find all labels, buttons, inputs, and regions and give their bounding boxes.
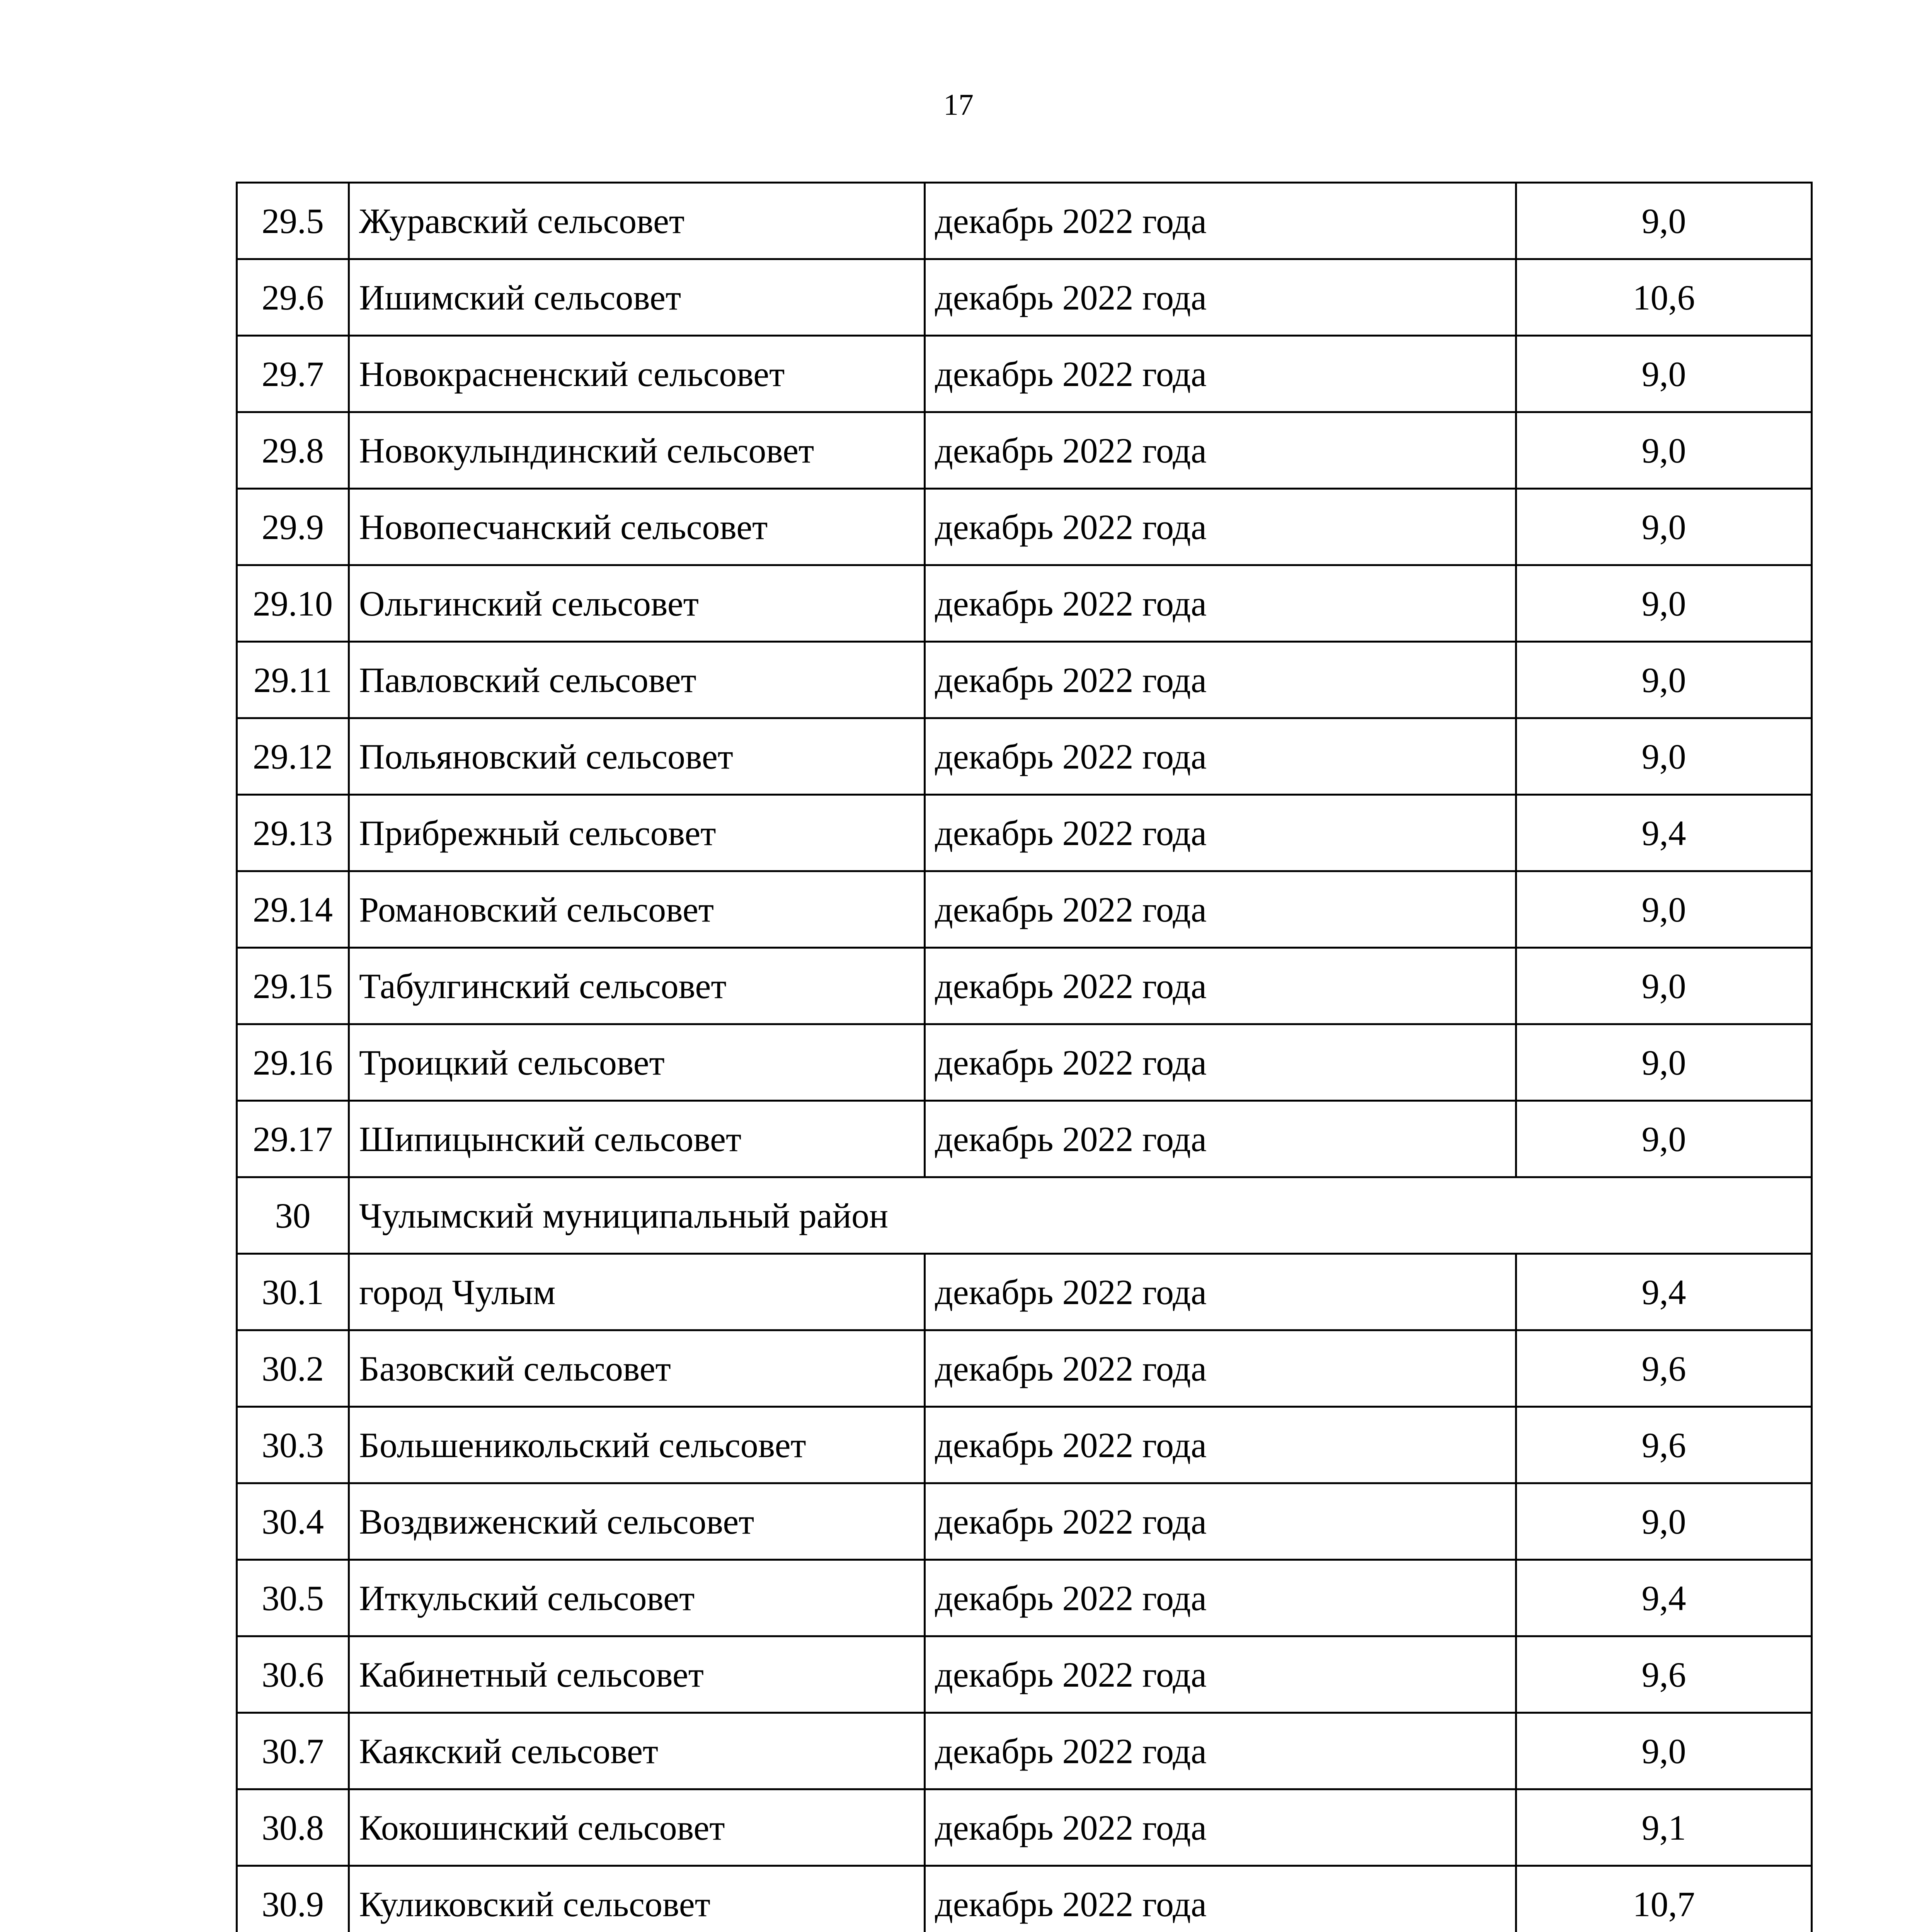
value-cell: 9,0 — [1516, 1483, 1812, 1560]
page-number: 17 — [943, 88, 974, 121]
table-row — [237, 1866, 1812, 1932]
value-cell: 9,0 — [1516, 871, 1812, 948]
table-row — [237, 718, 1812, 795]
value-cell: 9,0 — [1516, 336, 1812, 412]
date-cell: декабрь 2022 года — [925, 948, 1516, 1024]
table-row — [237, 871, 1812, 948]
value-cell: 9,4 — [1516, 1560, 1812, 1636]
settlement-name-cell: Кабинетный сельсовет — [349, 1636, 925, 1713]
date-cell: декабрь 2022 года — [925, 718, 1516, 795]
settlement-name-cell: Большеникольский сельсовет — [349, 1407, 925, 1483]
settlement-name-cell: Табулгинский сельсовет — [349, 948, 925, 1024]
table-body — [237, 183, 1812, 1932]
date-cell: декабрь 2022 года — [925, 795, 1516, 871]
row-number-cell: 29.12 — [237, 718, 349, 795]
table-row — [237, 795, 1812, 871]
value-cell: 9,6 — [1516, 1636, 1812, 1713]
date-cell: декабрь 2022 года — [925, 489, 1516, 565]
table-row — [237, 1254, 1812, 1330]
date-cell: декабрь 2022 года — [925, 1636, 1516, 1713]
table-row — [237, 1789, 1812, 1866]
date-cell: декабрь 2022 года — [925, 642, 1516, 718]
value-cell: 9,0 — [1516, 642, 1812, 718]
settlement-name-cell: Павловский сельсовет — [349, 642, 925, 718]
value-cell: 9,0 — [1516, 1024, 1812, 1101]
settlement-name-cell: Каякский сельсовет — [349, 1713, 925, 1789]
table-row — [237, 1483, 1812, 1560]
table-row — [237, 183, 1812, 259]
value-cell: 9,0 — [1516, 1101, 1812, 1177]
date-cell: декабрь 2022 года — [925, 1713, 1516, 1789]
settlement-name-cell: Куликовский сельсовет — [349, 1866, 925, 1932]
table-row — [237, 1101, 1812, 1177]
row-number-cell: 30.4 — [237, 1483, 349, 1560]
table-row — [237, 1407, 1812, 1483]
date-cell: декабрь 2022 года — [925, 1254, 1516, 1330]
value-cell: 9,1 — [1516, 1789, 1812, 1866]
date-cell: декабрь 2022 года — [925, 1024, 1516, 1101]
table-section-header-row — [237, 1177, 1812, 1254]
table-row — [237, 1024, 1812, 1101]
table-row — [237, 412, 1812, 489]
value-cell: 9,4 — [1516, 1254, 1812, 1330]
settlement-name-cell: Польяновский сельсовет — [349, 718, 925, 795]
row-number-cell: 29.13 — [237, 795, 349, 871]
value-cell: 10,7 — [1516, 1866, 1812, 1932]
value-cell: 9,0 — [1516, 1713, 1812, 1789]
table-row — [237, 1560, 1812, 1636]
row-number-cell: 29.10 — [237, 565, 349, 642]
value-cell: 9,6 — [1516, 1407, 1812, 1483]
row-number-cell: 30.3 — [237, 1407, 349, 1483]
row-number-cell: 29.17 — [237, 1101, 349, 1177]
settlement-name-cell: Шипицынский сельсовет — [349, 1101, 925, 1177]
date-cell: декабрь 2022 года — [925, 412, 1516, 489]
value-cell: 9,0 — [1516, 718, 1812, 795]
settlement-name-cell: Ишимский сельсовет — [349, 259, 925, 336]
row-number-cell: 29.9 — [237, 489, 349, 565]
row-number-cell: 29.14 — [237, 871, 349, 948]
settlement-name-cell: Базовский сельсовет — [349, 1330, 925, 1407]
settlement-name-cell: город Чулым — [349, 1254, 925, 1330]
row-number-cell: 29.7 — [237, 336, 349, 412]
table-row — [237, 642, 1812, 718]
district-name-cell: Чулымский муниципальный район — [349, 1177, 1812, 1254]
value-cell: 9,0 — [1516, 183, 1812, 259]
row-number-cell: 29.8 — [237, 412, 349, 489]
table-row — [237, 1330, 1812, 1407]
date-cell: декабрь 2022 года — [925, 1483, 1516, 1560]
settlement-name-cell: Новокрасненский сельсовет — [349, 336, 925, 412]
table-row — [237, 1636, 1812, 1713]
row-number-cell: 30 — [237, 1177, 349, 1254]
date-cell: декабрь 2022 года — [925, 259, 1516, 336]
date-cell: декабрь 2022 года — [925, 336, 1516, 412]
date-cell: декабрь 2022 года — [925, 1330, 1516, 1407]
settlement-name-cell: Прибрежный сельсовет — [349, 795, 925, 871]
value-cell: 9,6 — [1516, 1330, 1812, 1407]
settlement-name-cell: Новокулындинский сельсовет — [349, 412, 925, 489]
value-cell: 9,0 — [1516, 948, 1812, 1024]
table-row — [237, 565, 1812, 642]
table-row — [237, 948, 1812, 1024]
value-cell: 9,0 — [1516, 412, 1812, 489]
date-cell: декабрь 2022 года — [925, 1789, 1516, 1866]
settlement-name-cell: Воздвиженский сельсовет — [349, 1483, 925, 1560]
row-number-cell: 30.2 — [237, 1330, 349, 1407]
row-number-cell: 30.1 — [237, 1254, 349, 1330]
row-number-cell: 30.8 — [237, 1789, 349, 1866]
settlement-name-cell: Новопесчанский сельсовет — [349, 489, 925, 565]
row-number-cell: 29.5 — [237, 183, 349, 259]
value-cell: 9,0 — [1516, 489, 1812, 565]
date-cell: декабрь 2022 года — [925, 565, 1516, 642]
settlement-name-cell: Ольгинский сельсовет — [349, 565, 925, 642]
row-number-cell: 29.6 — [237, 259, 349, 336]
table-row — [237, 1713, 1812, 1789]
table-row — [237, 336, 1812, 412]
row-number-cell: 29.15 — [237, 948, 349, 1024]
settlement-name-cell: Кокошинский сельсовет — [349, 1789, 925, 1866]
table-row — [237, 489, 1812, 565]
value-cell: 9,0 — [1516, 565, 1812, 642]
date-cell: декабрь 2022 года — [925, 871, 1516, 948]
settlement-name-cell: Журавский сельсовет — [349, 183, 925, 259]
data-table — [236, 182, 1813, 1932]
date-cell: декабрь 2022 года — [925, 1560, 1516, 1636]
settlement-name-cell: Романовский сельсовет — [349, 871, 925, 948]
date-cell: декабрь 2022 года — [925, 1407, 1516, 1483]
settlement-name-cell: Троицкий сельсовет — [349, 1024, 925, 1101]
table-row — [237, 259, 1812, 336]
row-number-cell: 30.6 — [237, 1636, 349, 1713]
row-number-cell: 30.7 — [237, 1713, 349, 1789]
value-cell: 9,4 — [1516, 795, 1812, 871]
value-cell: 10,6 — [1516, 259, 1812, 336]
settlement-name-cell: Иткульский сельсовет — [349, 1560, 925, 1636]
row-number-cell: 30.5 — [237, 1560, 349, 1636]
row-number-cell: 29.16 — [237, 1024, 349, 1101]
date-cell: декабрь 2022 года — [925, 1866, 1516, 1932]
row-number-cell: 29.11 — [237, 642, 349, 718]
date-cell: декабрь 2022 года — [925, 183, 1516, 259]
date-cell: декабрь 2022 года — [925, 1101, 1516, 1177]
row-number-cell: 30.9 — [237, 1866, 349, 1932]
